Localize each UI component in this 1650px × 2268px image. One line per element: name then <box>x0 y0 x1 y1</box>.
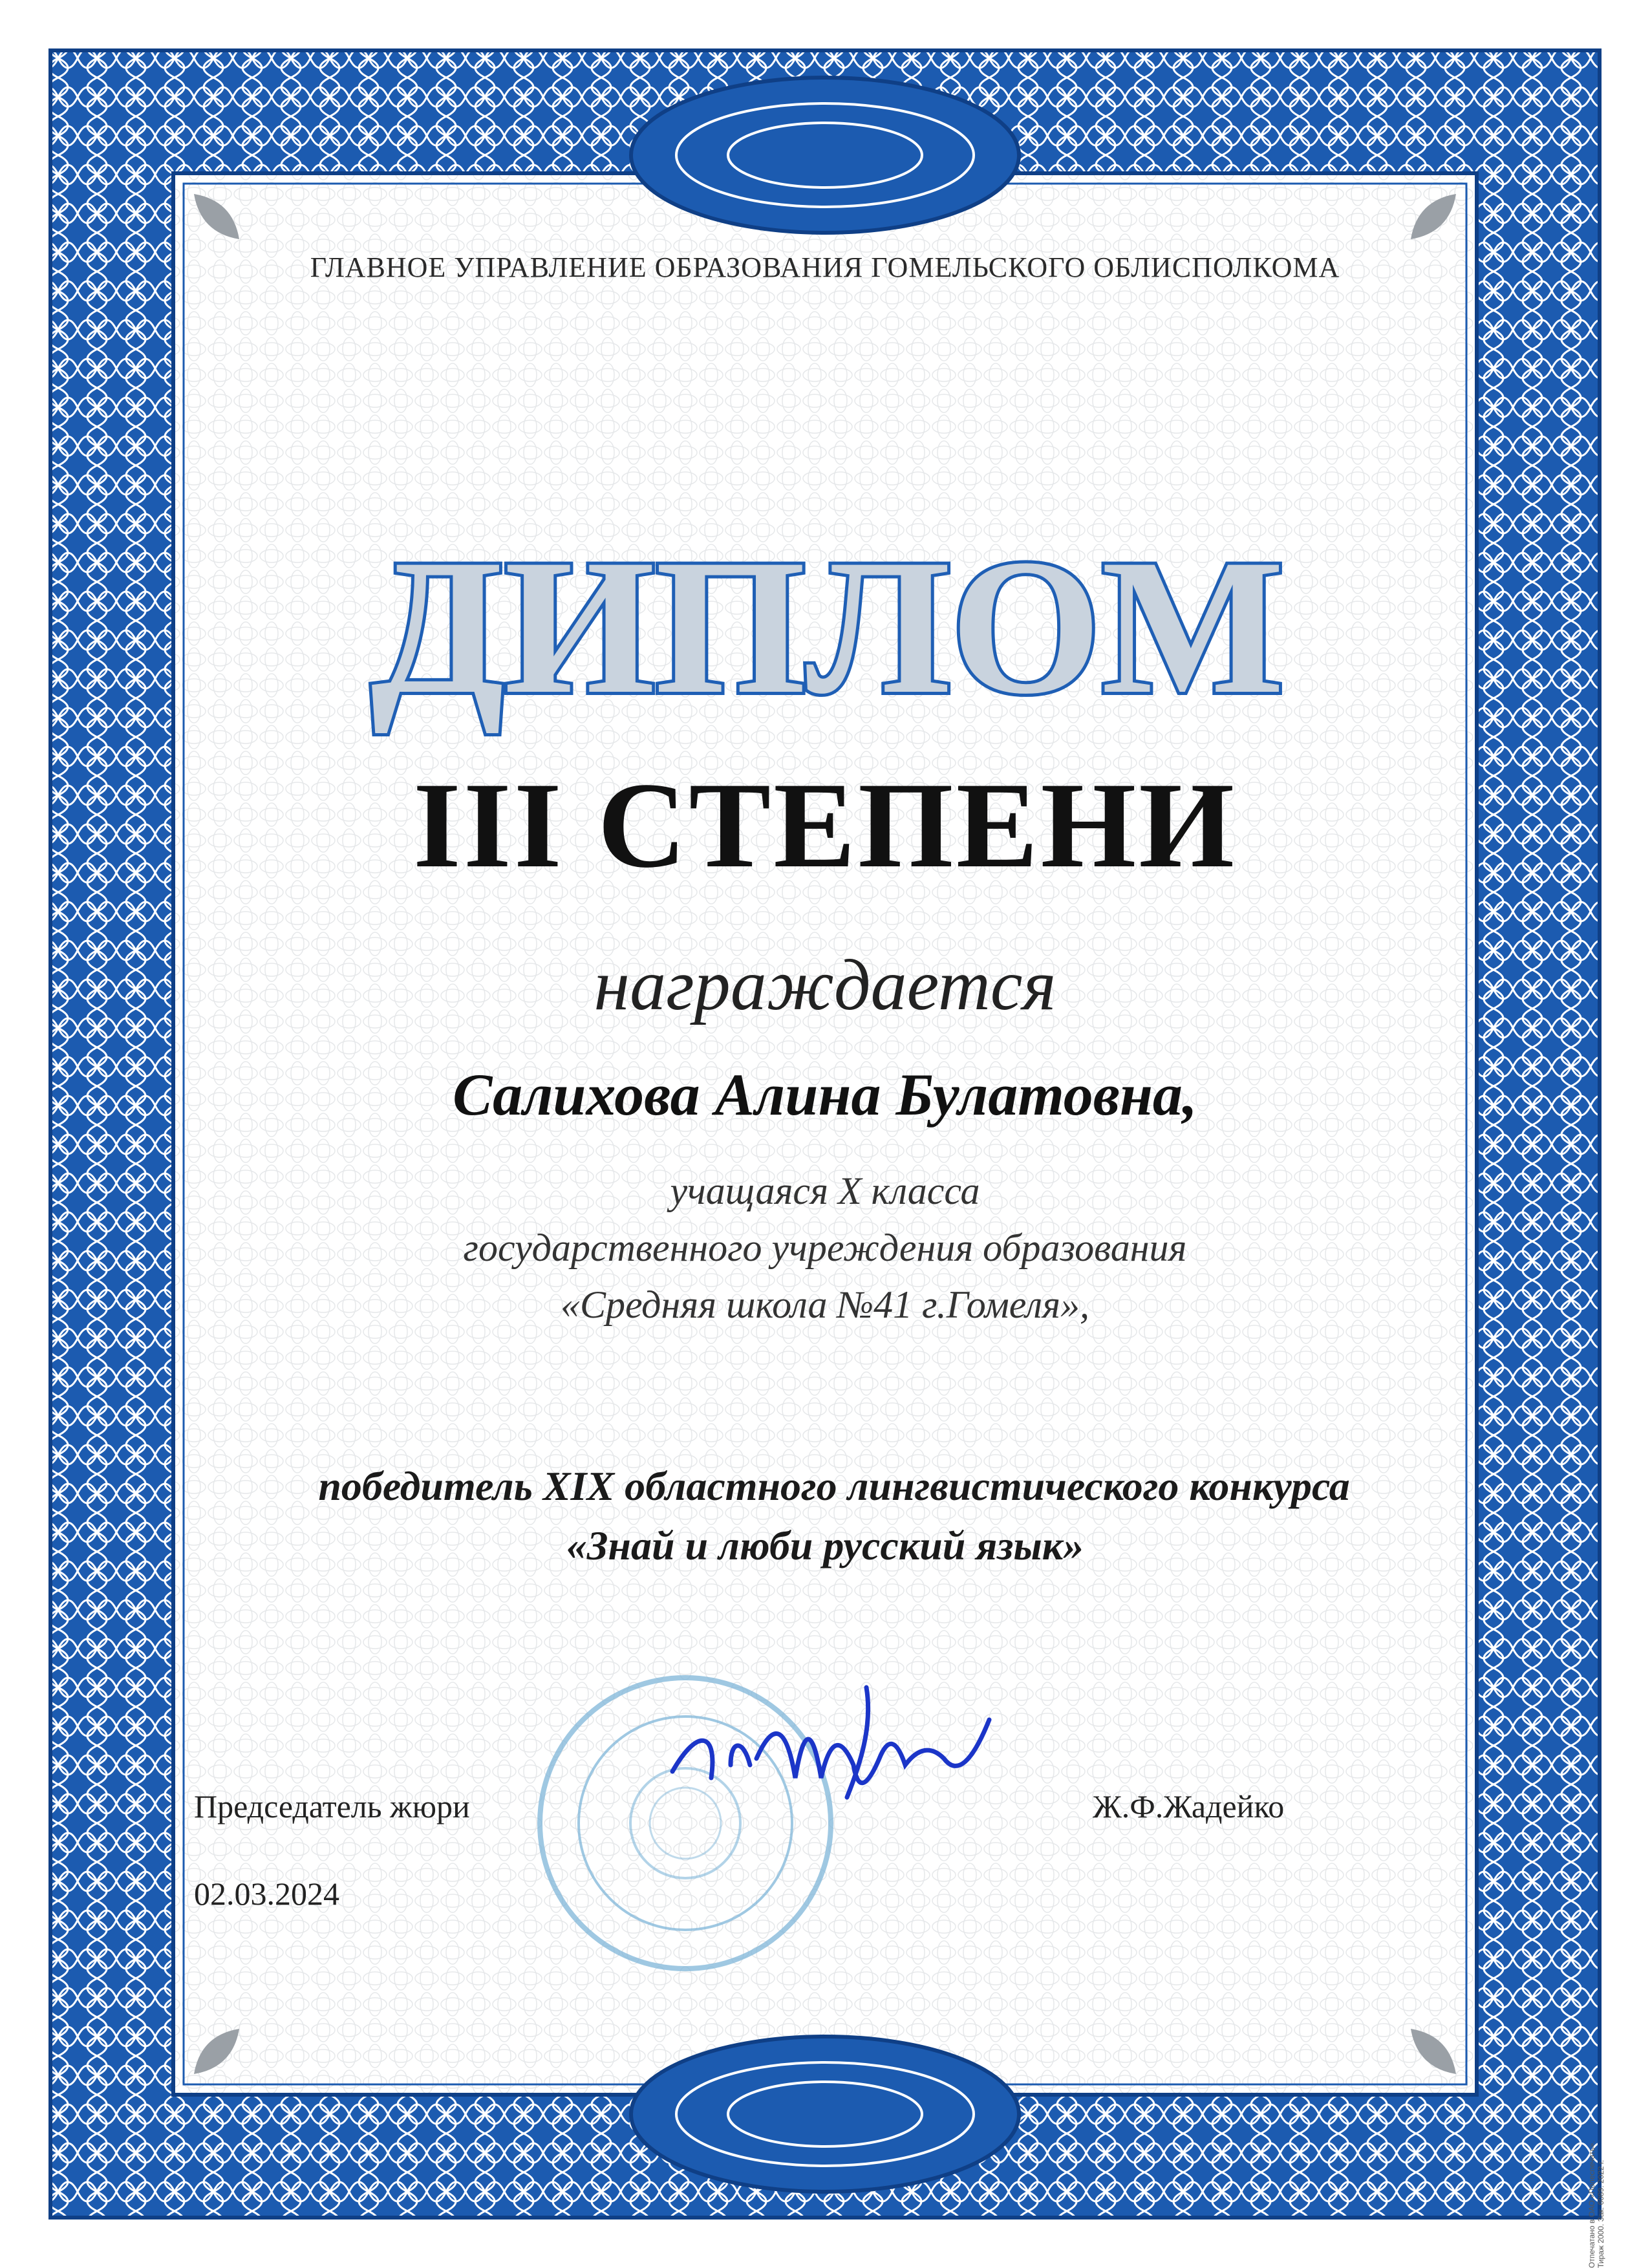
awarded-label: награждается <box>594 945 1056 1025</box>
signature <box>659 1662 1022 1830</box>
recipient-class: учащаяся X класса <box>670 1170 980 1212</box>
chair-name: Ж.Ф.Жадейко <box>1093 1788 1285 1824</box>
printer-note: Отпечатано в ОАО «Полеспечать». Тираж 2000. Зак. 6089. 2022 г. <box>1587 2141 1605 2268</box>
contest-name: «Знай и люби русский язык» <box>566 1523 1084 1568</box>
achievement-line: победитель XIX областного лингвистического конкурса <box>318 1463 1350 1509</box>
recipient-name: Салихова Алина Булатовна, <box>453 1062 1197 1128</box>
chair-label: Председатель жюри <box>194 1788 470 1824</box>
degree-label: III СТЕПЕНИ <box>412 758 1238 893</box>
recipient-institution-type: государственного учреждения образования <box>463 1226 1187 1269</box>
issue-date: 02.03.2024 <box>194 1876 339 1912</box>
diploma-title <box>362 517 1293 737</box>
organization-header: ГЛАВНОЕ УПРАВЛЕНИЕ ОБРАЗОВАНИЯ ГОМЕЛЬСКОГО ОБЛИСПОЛКОМА <box>310 251 1340 283</box>
recipient-school: «Средняя школа №41 г.Гомеля», <box>561 1283 1089 1326</box>
diploma-title-text: ДИПЛОМ <box>370 519 1285 734</box>
